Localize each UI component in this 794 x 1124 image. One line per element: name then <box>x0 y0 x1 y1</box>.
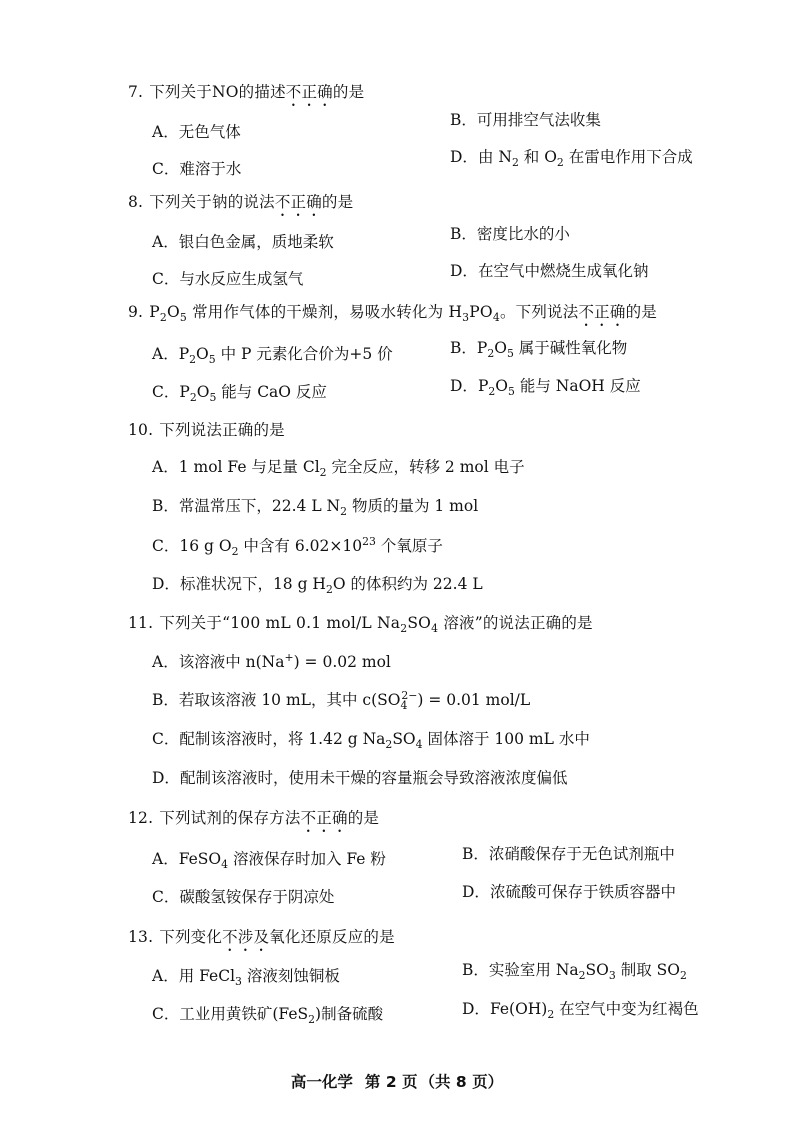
q11-option-a: A．该溶液中 n(Na+) = 0.02 mol <box>152 650 391 671</box>
question-7-stem: 7. 下列关于NO的描述不正确的是 <box>128 83 365 101</box>
footer-total-pages: （共 8 页） <box>419 1073 504 1091</box>
page-footer <box>0 1070 794 1092</box>
q13-option-b: B．实验室用 $Na_2SO_3$ 制取 $SO_2$ <box>462 961 687 983</box>
q7-option-c: C．难溶于水 <box>152 160 242 178</box>
q9-option-c: C．$P_2O_5$ 能与 CaO 反应 <box>152 383 327 405</box>
footer-subject: 高一化学 <box>290 1073 353 1091</box>
q13-option-d: D．$Fe(OH)_2$ 在空气中变为红褐色 <box>462 1000 699 1022</box>
question-9-stem: 9. $P_2O_5$ 常用作气体的干燥剂，易吸水转化为 $H_3PO_4$。下列说法不正确的是 <box>128 303 657 325</box>
question-10-stem: 10. 下列说法正确的是 <box>128 421 285 439</box>
footer-page-number: 第 2 页 <box>364 1073 418 1091</box>
q10-option-a: A．1 mol Fe 与足量 $Cl_2$ 完全反应，转移 2 mol 电子 <box>152 458 525 480</box>
q11-option-c: C．配制该溶液时，将 1.42 g $Na_2SO_4$ 固体溶于 100 mL 水中 <box>152 730 590 752</box>
q7-option-b: B．可用排空气法收集 <box>450 111 601 129</box>
q11-option-d: D．配制该溶液时，使用未干燥的容量瓶会导致溶液浓度偏低 <box>152 769 568 787</box>
q13-option-c: C．工业用黄铁矿(FeS$_2$)制备硫酸 <box>152 1005 384 1027</box>
q12-option-d: D．浓硫酸可保存于铁质容器中 <box>462 883 676 901</box>
question-13-stem: 13. 下列变化不涉及氧化还原反应的是 <box>128 928 395 946</box>
q7-option-a: A．无色气体 <box>152 123 241 141</box>
q10-option-c: C．16 g $O_2$ 中含有 $6.02\times 10^{23}$ 个氧原子 <box>152 534 443 559</box>
q12-option-c: C．碳酸氢铵保存于阴凉处 <box>152 888 335 906</box>
question-12-stem: 12. 下列试剂的保存方法不正确的是 <box>128 809 380 827</box>
q12-option-b: B．浓硝酸保存于无色试剂瓶中 <box>462 845 675 863</box>
q8-option-a: A．银白色金属，质地柔软 <box>152 233 334 251</box>
q8-option-b: B．密度比水的小 <box>450 225 570 243</box>
q12-option-a: A．FeSO$_4$ 溶液保存时加入 Fe 粉 <box>152 850 386 872</box>
q9-option-b: B．$P_2O_5$ 属于碱性氧化物 <box>450 339 628 361</box>
question-11-stem: 11. 下列关于“100 mL 0.1 mol/L $Na_2SO_4$ 溶液”的说法正确的是 <box>128 614 593 636</box>
q8-option-d: D．在空气中燃烧生成氧化钠 <box>450 262 649 280</box>
q10-option-d: D．标准状况下，18 g $H_2O$ 的体积约为 22.4 L <box>152 575 483 597</box>
q9-option-d: D．$P_2O_5$ 能与 NaOH 反应 <box>450 377 641 399</box>
q7-option-d: D．由 $N_2$ 和 $O_2$ 在雷电作用下合成 <box>450 148 693 170</box>
question-8-stem: 8. 下列关于钠的说法不正确的是 <box>128 193 354 211</box>
q13-option-a: A．用 FeCl$_3$ 溶液刻蚀铜板 <box>152 967 340 989</box>
q11-option-b: B．若取该溶液 10 mL，其中 $c(SO_4^{2-}) = 0.01$ mol/L <box>152 688 531 713</box>
q9-option-a: A．$P_2O_5$ 中 P 元素化合价为+5 价 <box>152 345 393 367</box>
q8-option-c: C．与水反应生成氢气 <box>152 270 304 288</box>
q10-option-b: B．常温常压下，22.4 L $N_2$ 物质的量为 1 mol <box>152 497 479 519</box>
